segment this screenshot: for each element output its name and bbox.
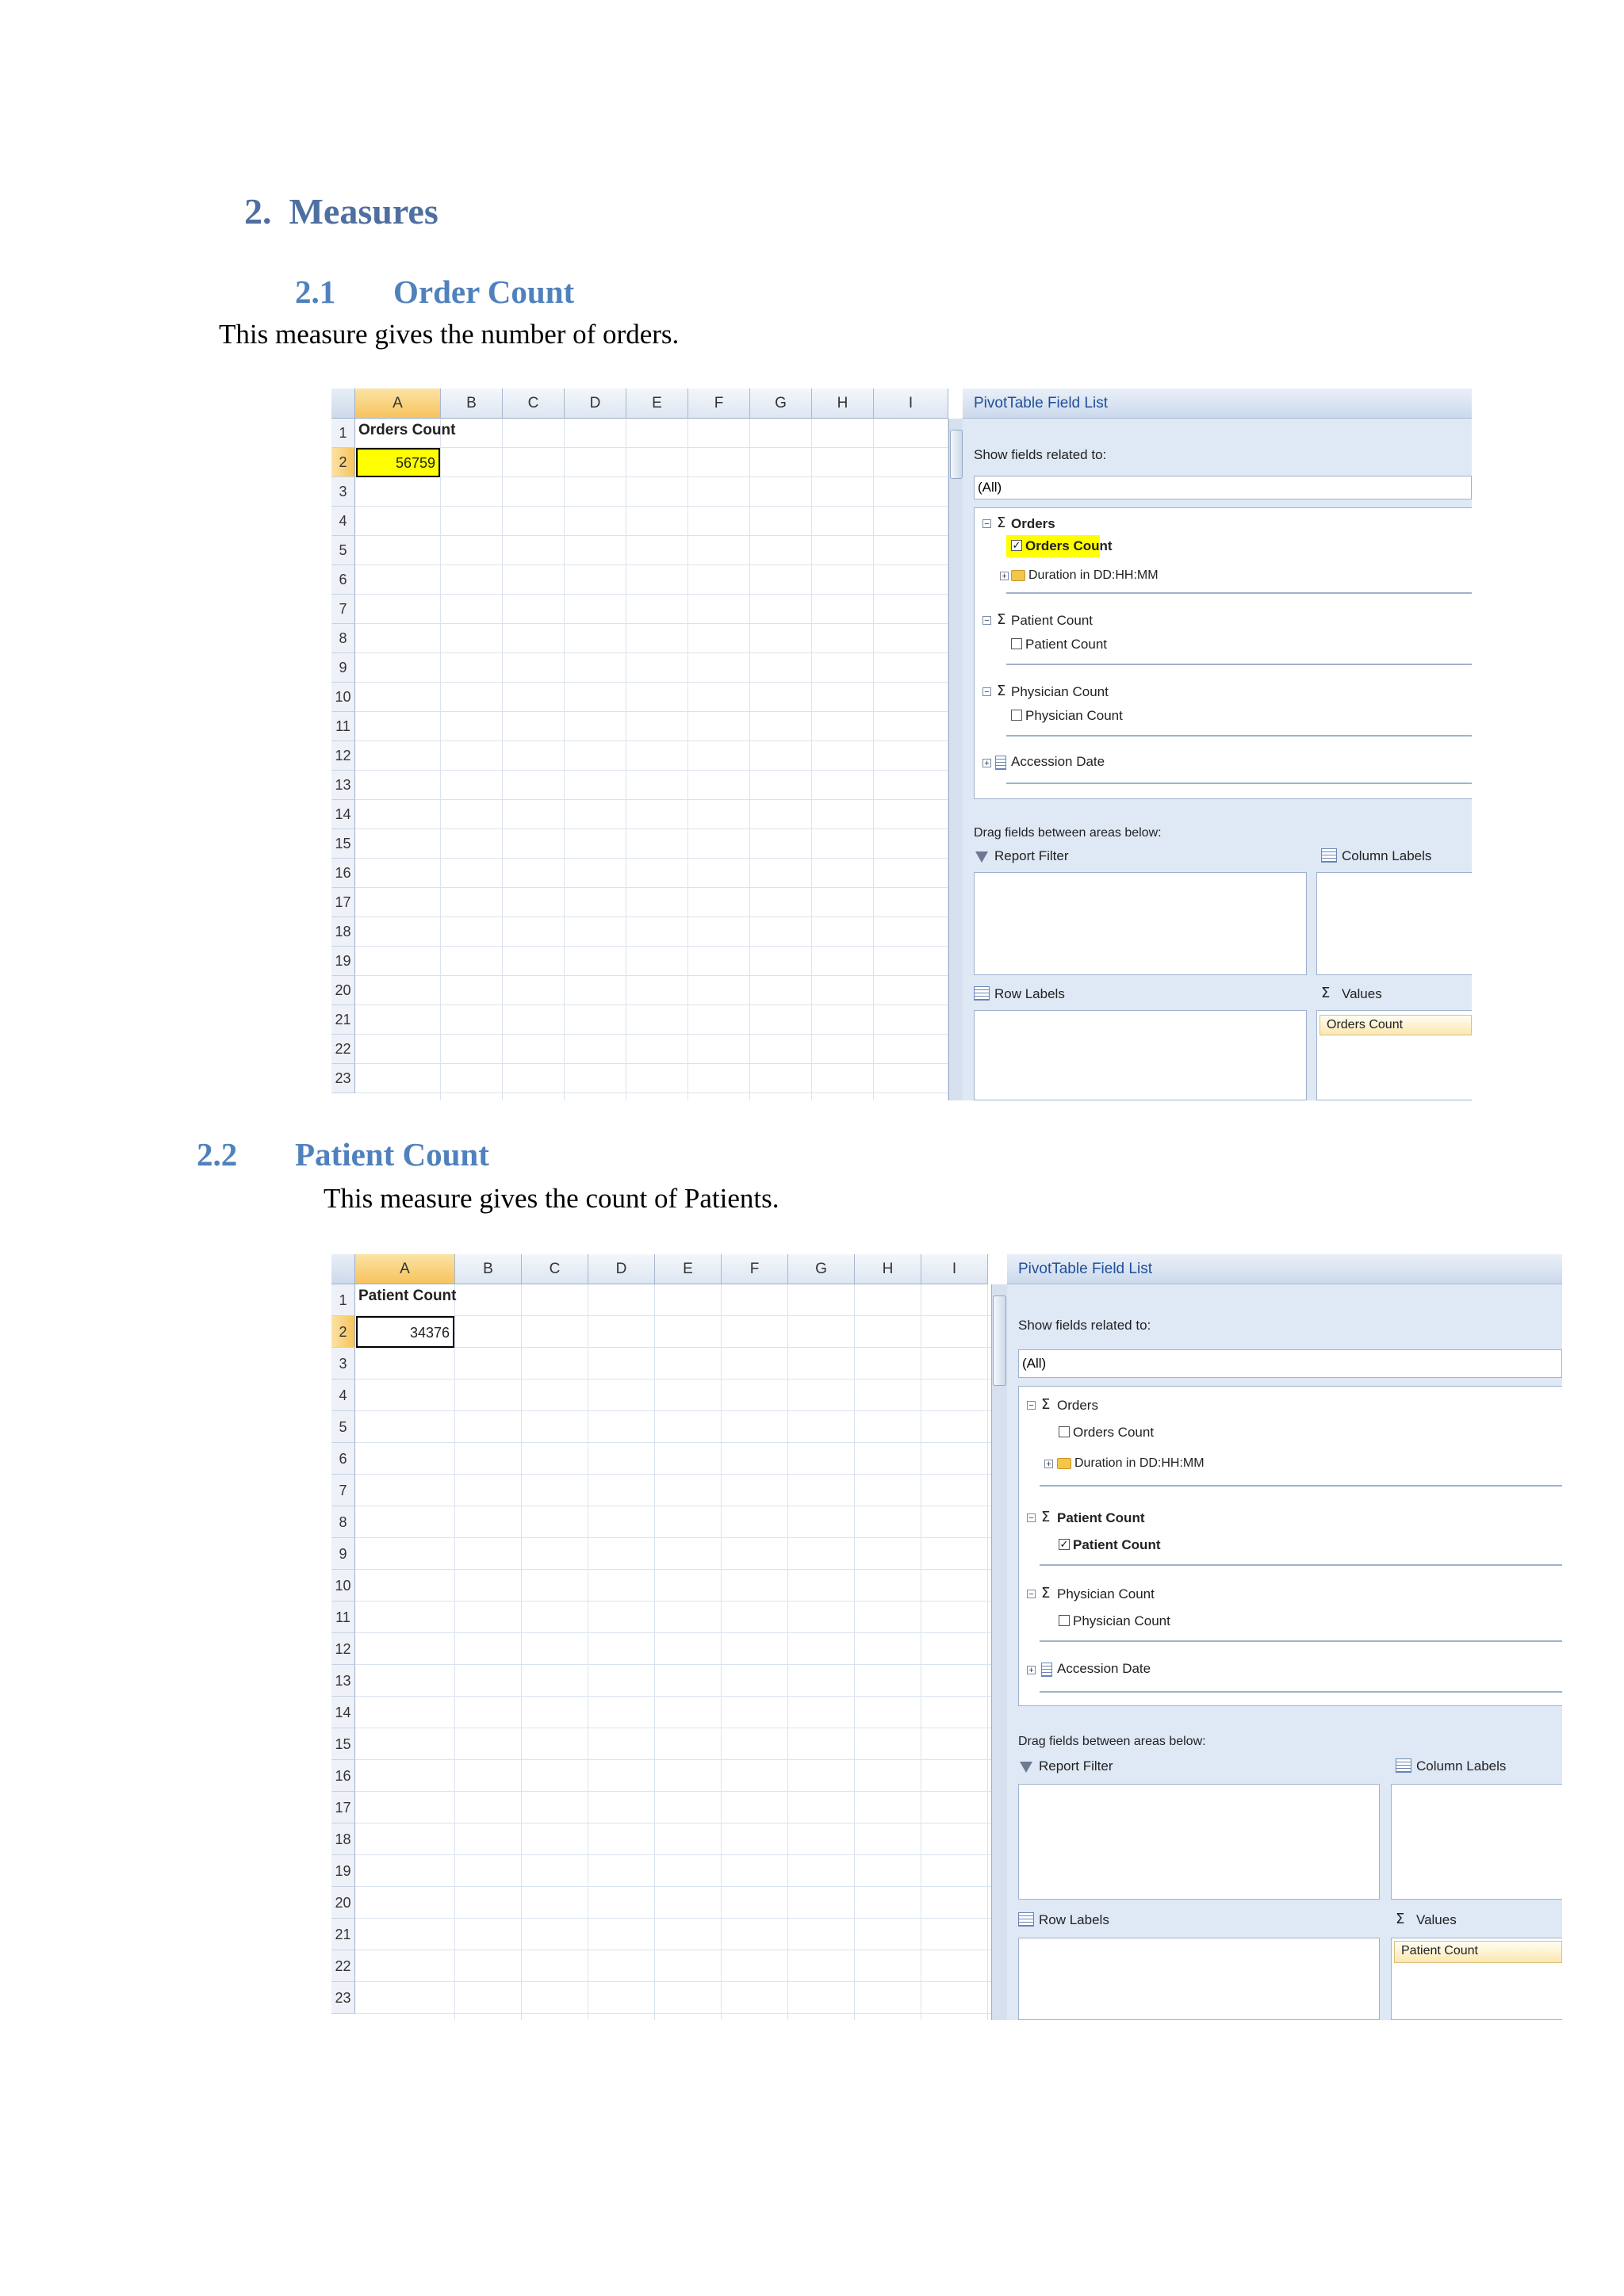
expand-icon[interactable]: + bbox=[1027, 1666, 1036, 1674]
row-header-11[interactable]: 11 bbox=[331, 712, 355, 741]
section-number: 2. bbox=[244, 191, 272, 232]
order-count-screenshot bbox=[331, 388, 1472, 1100]
show-fields-label: Show fields related to: bbox=[1018, 1318, 1151, 1333]
gridline bbox=[355, 1696, 991, 1697]
column-header-a[interactable]: A bbox=[355, 388, 441, 419]
field-physician-count[interactable]: Physician Count bbox=[1073, 1613, 1170, 1628]
row-header-13[interactable]: 13 bbox=[331, 1665, 355, 1697]
column-header-g[interactable]: G bbox=[750, 388, 812, 419]
sigma-icon: Σ bbox=[1041, 1585, 1051, 1601]
row-labels-label: Row Labels bbox=[1039, 1912, 1109, 1927]
field-group-orders[interactable]: Orders bbox=[1057, 1398, 1098, 1413]
row-header-11[interactable]: 11 bbox=[331, 1601, 355, 1633]
field-orders-count[interactable]: Orders Count bbox=[1073, 1425, 1155, 1440]
row-header-23[interactable]: 23 bbox=[331, 1064, 355, 1093]
gridline bbox=[355, 564, 948, 565]
collapse-icon[interactable]: − bbox=[1027, 1513, 1036, 1522]
pivot-field-list-panel bbox=[963, 388, 1472, 1100]
row-header-17[interactable]: 17 bbox=[331, 1792, 355, 1823]
gridline bbox=[355, 1034, 948, 1035]
gridline bbox=[355, 2013, 991, 2014]
row-header-17[interactable]: 17 bbox=[331, 888, 355, 917]
column-labels-label: Column Labels bbox=[1416, 1758, 1507, 1774]
field-group-orders[interactable]: Orders bbox=[1011, 516, 1055, 531]
row-header-12[interactable]: 12 bbox=[331, 1633, 355, 1665]
gridline bbox=[355, 652, 948, 653]
gridline bbox=[355, 1791, 991, 1792]
gridline bbox=[564, 419, 565, 1100]
gridline bbox=[355, 506, 948, 507]
values-item-chip[interactable]: Patient Count bbox=[1394, 1941, 1562, 1963]
sigma-icon: Σ bbox=[997, 683, 1006, 699]
gridline bbox=[355, 975, 948, 976]
column-header-h[interactable]: H bbox=[855, 1254, 921, 1284]
folder-icon bbox=[1011, 570, 1025, 581]
collapse-icon[interactable]: − bbox=[982, 687, 991, 696]
gridline bbox=[355, 594, 948, 595]
table-icon bbox=[1041, 1663, 1052, 1677]
row-header-15[interactable]: 15 bbox=[331, 1728, 355, 1760]
gridline bbox=[854, 1284, 855, 2020]
row-header-12[interactable]: 12 bbox=[331, 741, 355, 771]
collapse-icon[interactable]: − bbox=[982, 616, 991, 625]
row-header-2[interactable]: 2 bbox=[331, 1316, 355, 1348]
field-duration[interactable]: Duration in DD:HH:MM bbox=[1074, 1456, 1205, 1470]
field-list bbox=[974, 507, 1472, 799]
patient-count-screenshot bbox=[331, 1254, 1562, 2020]
row-header-22[interactable]: 22 bbox=[331, 1035, 355, 1064]
row-header-4[interactable]: 4 bbox=[331, 1380, 355, 1411]
gridline bbox=[355, 1918, 991, 1919]
column-labels-label: Column Labels bbox=[1342, 848, 1432, 863]
sigma-icon: Σ bbox=[997, 611, 1006, 628]
section-title: Measures bbox=[289, 191, 439, 232]
row-header-4[interactable]: 4 bbox=[331, 507, 355, 536]
divider bbox=[1040, 1485, 1562, 1487]
pivot-field-list-panel bbox=[1007, 1254, 1562, 2020]
row-labels-area[interactable] bbox=[1018, 1938, 1380, 2020]
gridline bbox=[355, 535, 948, 536]
show-fields-label: Show fields related to: bbox=[974, 447, 1107, 462]
drag-fields-label: Drag fields between areas below: bbox=[974, 826, 1162, 840]
gridline bbox=[355, 1664, 991, 1665]
gridline bbox=[355, 1442, 991, 1443]
select-all-corner[interactable] bbox=[331, 1254, 355, 1284]
collapse-icon[interactable]: − bbox=[982, 519, 991, 528]
folder-icon bbox=[1057, 1458, 1071, 1469]
report-filter-area[interactable] bbox=[974, 872, 1307, 975]
row-header-16[interactable]: 16 bbox=[331, 859, 355, 888]
filter-icon bbox=[1020, 1762, 1032, 1773]
vertical-scrollbar[interactable] bbox=[948, 419, 963, 1100]
column-header-d[interactable]: D bbox=[565, 388, 626, 419]
select-all-corner[interactable] bbox=[331, 388, 355, 419]
gridline bbox=[454, 1284, 455, 2020]
row-header-7[interactable]: 7 bbox=[331, 595, 355, 624]
gridline bbox=[355, 476, 948, 477]
field-list bbox=[1018, 1386, 1562, 1706]
gridline bbox=[355, 1410, 991, 1411]
row-header-15[interactable]: 15 bbox=[331, 829, 355, 859]
row-header-7[interactable]: 7 bbox=[331, 1475, 355, 1506]
sigma-icon: Σ bbox=[997, 515, 1006, 531]
row-header-22[interactable]: 22 bbox=[331, 1950, 355, 1982]
checkbox-icon[interactable] bbox=[1059, 1426, 1070, 1437]
row-header-6[interactable]: 6 bbox=[331, 1443, 355, 1475]
row-header-1[interactable]: 1 bbox=[331, 1284, 355, 1316]
column-header-e[interactable]: E bbox=[626, 388, 688, 419]
column-header-f[interactable]: F bbox=[722, 1254, 788, 1284]
gridline bbox=[721, 1284, 722, 2020]
subsection-number: 2.2 bbox=[197, 1136, 238, 1173]
gridline bbox=[355, 1379, 991, 1380]
expand-icon[interactable]: + bbox=[1000, 572, 1009, 580]
divider bbox=[1006, 664, 1472, 665]
checkbox-icon[interactable] bbox=[1059, 1615, 1070, 1626]
gridline bbox=[355, 1759, 991, 1760]
column-labels-icon bbox=[1396, 1758, 1411, 1773]
row-header-9[interactable]: 9 bbox=[331, 1538, 355, 1570]
gridline bbox=[355, 1004, 948, 1005]
divider bbox=[1040, 1564, 1562, 1566]
gridline bbox=[355, 858, 948, 859]
report-filter-label: Report Filter bbox=[1039, 1758, 1113, 1774]
field-orders-count[interactable]: Orders Count bbox=[1025, 538, 1113, 553]
column-header-d[interactable]: D bbox=[588, 1254, 655, 1284]
column-header-i[interactable]: I bbox=[874, 388, 948, 419]
row-labels-area[interactable] bbox=[974, 1010, 1307, 1100]
row-header-1[interactable]: 1 bbox=[331, 419, 355, 448]
gridline bbox=[355, 447, 948, 448]
gridline bbox=[355, 828, 948, 829]
gridline bbox=[873, 419, 874, 1100]
checked-checkbox-icon[interactable]: ✓ bbox=[1012, 539, 1021, 551]
gridline bbox=[355, 740, 948, 741]
column-header-e[interactable]: E bbox=[655, 1254, 722, 1284]
checked-checkbox-icon[interactable]: ✓ bbox=[1059, 1538, 1069, 1550]
column-labels-area[interactable] bbox=[1391, 1784, 1562, 1900]
expand-icon[interactable]: + bbox=[982, 759, 991, 767]
gridline bbox=[521, 1284, 522, 2020]
row-header-18[interactable]: 18 bbox=[331, 917, 355, 947]
gridline bbox=[811, 419, 812, 1100]
gridline bbox=[355, 770, 948, 771]
row-header-8[interactable]: 8 bbox=[331, 624, 355, 653]
gridline bbox=[355, 799, 948, 800]
cell-a1[interactable]: Orders Count bbox=[358, 422, 456, 438]
row-header-14[interactable]: 14 bbox=[331, 800, 355, 829]
column-labels-icon bbox=[1321, 848, 1337, 863]
vertical-scrollbar[interactable] bbox=[991, 1284, 1008, 2020]
column-labels-area[interactable] bbox=[1316, 872, 1472, 975]
subsection-number: 2.1 bbox=[295, 274, 336, 310]
gridline bbox=[355, 682, 948, 683]
patient-count-description: This measure gives the count of Patients. bbox=[324, 1183, 779, 1214]
field-group-patient-count[interactable]: Patient Count bbox=[1057, 1510, 1145, 1525]
checkbox-icon[interactable] bbox=[1011, 638, 1022, 649]
gridline bbox=[502, 419, 503, 1100]
field-duration[interactable]: Duration in DD:HH:MM bbox=[1028, 568, 1159, 582]
gridline bbox=[355, 1537, 991, 1538]
checkbox-icon[interactable] bbox=[1011, 710, 1022, 721]
section-heading bbox=[244, 190, 439, 232]
scrollbar-thumb[interactable] bbox=[993, 1295, 1006, 1386]
row-header-9[interactable]: 9 bbox=[331, 653, 355, 683]
order-count-description: This measure gives the number of orders. bbox=[219, 319, 680, 350]
row-header-14[interactable]: 14 bbox=[331, 1697, 355, 1728]
row-header-13[interactable]: 13 bbox=[331, 771, 355, 800]
divider bbox=[1040, 1640, 1562, 1642]
column-header-f[interactable]: F bbox=[688, 388, 750, 419]
gridline bbox=[355, 916, 948, 917]
column-header-h[interactable]: H bbox=[812, 388, 874, 419]
column-header-b[interactable]: B bbox=[441, 388, 503, 419]
row-header-8[interactable]: 8 bbox=[331, 1506, 355, 1538]
row-header-19[interactable]: 19 bbox=[331, 947, 355, 976]
cell-a1[interactable]: Patient Count bbox=[358, 1288, 457, 1304]
collapse-icon[interactable]: − bbox=[1027, 1401, 1036, 1410]
gridline bbox=[440, 419, 441, 1100]
column-header-c[interactable]: C bbox=[522, 1254, 588, 1284]
gridline bbox=[654, 1284, 655, 2020]
gridline bbox=[749, 419, 750, 1100]
gridline bbox=[355, 623, 948, 624]
spreadsheet-grid bbox=[331, 1254, 991, 2020]
gridline bbox=[355, 1632, 991, 1633]
gridline bbox=[787, 1284, 788, 2020]
row-header-2[interactable]: 2 bbox=[331, 448, 355, 477]
row-header-5[interactable]: 5 bbox=[331, 536, 355, 565]
field-patient-count[interactable]: Patient Count bbox=[1073, 1537, 1161, 1552]
filter-icon bbox=[975, 851, 988, 863]
pivot-panel-title: PivotTable Field List bbox=[1007, 1254, 1562, 1284]
field-group-physician-count[interactable]: Physician Count bbox=[1057, 1586, 1155, 1601]
gridline bbox=[355, 1569, 991, 1570]
row-header-18[interactable]: 18 bbox=[331, 1823, 355, 1855]
sigma-icon: Σ bbox=[1041, 1509, 1051, 1525]
gridline bbox=[987, 1284, 988, 2020]
values-item-chip[interactable]: Orders Count bbox=[1320, 1015, 1472, 1035]
row-header-5[interactable]: 5 bbox=[331, 1411, 355, 1443]
row-header-3[interactable]: 3 bbox=[331, 1348, 355, 1380]
row-labels-icon bbox=[1018, 1912, 1034, 1927]
subsection-title: Patient Count bbox=[295, 1136, 489, 1173]
drag-fields-label: Drag fields between areas below: bbox=[1018, 1735, 1206, 1748]
table-icon bbox=[995, 756, 1006, 770]
row-header-10[interactable]: 10 bbox=[331, 1570, 355, 1601]
field-patient-count[interactable]: Patient Count bbox=[1025, 637, 1108, 652]
field-accession-date[interactable]: Accession Date bbox=[1011, 754, 1105, 769]
row-header-21[interactable]: 21 bbox=[331, 1919, 355, 1950]
spreadsheet-grid bbox=[331, 388, 948, 1100]
scrollbar-thumb[interactable] bbox=[950, 430, 963, 479]
cell-a2-value[interactable]: 56759 bbox=[356, 448, 440, 477]
values-label: Values bbox=[1416, 1912, 1457, 1927]
values-label: Values bbox=[1342, 986, 1382, 1001]
divider bbox=[1006, 735, 1472, 737]
gridline bbox=[355, 1474, 991, 1475]
gridline bbox=[355, 1063, 948, 1064]
gridline bbox=[355, 1854, 991, 1855]
row-header-16[interactable]: 16 bbox=[331, 1760, 355, 1792]
sigma-icon: Σ bbox=[1321, 985, 1331, 1001]
gridline bbox=[355, 1886, 991, 1887]
divider bbox=[1006, 783, 1472, 784]
row-header-6[interactable]: 6 bbox=[331, 565, 355, 595]
subsection-heading-patient-count bbox=[197, 1135, 489, 1173]
report-filter-label: Report Filter bbox=[994, 848, 1069, 863]
gridline bbox=[355, 1981, 991, 1982]
field-accession-date[interactable]: Accession Date bbox=[1057, 1661, 1151, 1676]
field-physician-count[interactable]: Physician Count bbox=[1025, 708, 1123, 723]
field-group-physician-count[interactable]: Physician Count bbox=[1011, 684, 1109, 699]
row-header-3[interactable]: 3 bbox=[331, 477, 355, 507]
gridline bbox=[355, 887, 948, 888]
gridline bbox=[355, 946, 948, 947]
divider bbox=[1040, 1691, 1562, 1693]
row-header-20[interactable]: 20 bbox=[331, 1887, 355, 1919]
row-labels-icon bbox=[974, 986, 990, 1001]
collapse-icon[interactable]: − bbox=[1027, 1590, 1036, 1598]
subsection-title: Order Count bbox=[393, 274, 575, 310]
row-header-23[interactable]: 23 bbox=[331, 1982, 355, 2014]
column-header-a[interactable]: A bbox=[355, 1254, 455, 1284]
divider bbox=[1006, 592, 1472, 594]
field-group-patient-count[interactable]: Patient Count bbox=[1011, 613, 1094, 628]
row-header-10[interactable]: 10 bbox=[331, 683, 355, 712]
subsection-heading-order-count bbox=[295, 273, 574, 311]
row-header-20[interactable]: 20 bbox=[331, 976, 355, 1005]
column-header-c[interactable]: C bbox=[503, 388, 565, 419]
report-filter-area[interactable] bbox=[1018, 1784, 1380, 1900]
column-header-g[interactable]: G bbox=[788, 1254, 855, 1284]
row-header-19[interactable]: 19 bbox=[331, 1855, 355, 1887]
row-header-21[interactable]: 21 bbox=[331, 1005, 355, 1035]
sigma-icon: Σ bbox=[1041, 1396, 1051, 1413]
show-fields-dropdown[interactable]: (All) bbox=[1018, 1349, 1562, 1378]
show-fields-dropdown[interactable]: (All) bbox=[974, 476, 1472, 499]
sigma-icon: Σ bbox=[1396, 1911, 1405, 1927]
column-header-b[interactable]: B bbox=[455, 1254, 522, 1284]
pivot-panel-title: PivotTable Field List bbox=[963, 388, 1472, 419]
cell-a2-value[interactable]: 34376 bbox=[356, 1316, 454, 1348]
expand-icon[interactable]: + bbox=[1044, 1460, 1053, 1468]
row-labels-label: Row Labels bbox=[994, 986, 1065, 1001]
gridline bbox=[355, 711, 948, 712]
column-header-i[interactable]: I bbox=[921, 1254, 988, 1284]
